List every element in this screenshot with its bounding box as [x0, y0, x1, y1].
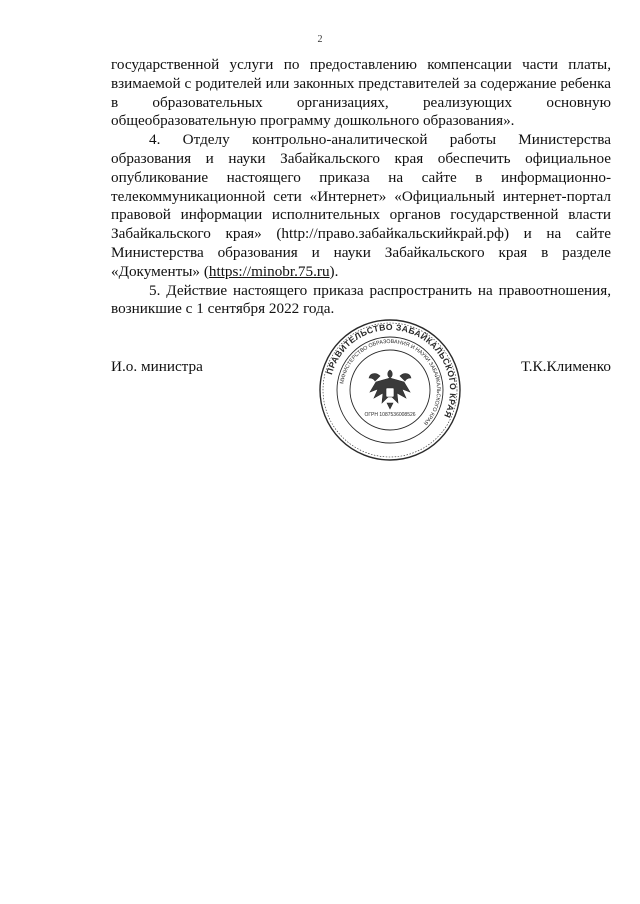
signer-name: Т.К.Клименко	[521, 358, 611, 375]
paragraph-4-end: ).	[329, 262, 339, 280]
signer-position: И.о. министра	[111, 358, 203, 375]
page-number: 2	[317, 34, 323, 45]
paragraph-continuation: государственной услуги по предоставлению компенсации части платы, взимаемой с родителей или законных представителей за содержание ребенка в образовательных организациях, реализующих основную общеобразовательную программу дошкольного образования».	[111, 56, 611, 130]
seal-inner-text: МИНИСТЕРСТВО ОБРАЗОВАНИЯ И НАУКИ ЗАБАЙКАЛЬСКОГО КРАЯ	[339, 338, 442, 426]
official-seal-icon	[318, 318, 462, 462]
seal-bottom-text: ОГРН 1087536008526	[364, 412, 416, 418]
seal-outer-text: ПРАВИТЕЛЬСТВО ЗАБАЙКАЛЬСКОГО КРАЯ	[324, 321, 459, 420]
paragraph-4	[111, 131, 611, 281]
paragraph-4-text: 4. Отделу контрольно-аналитической работы Министерства образования и науки Забайкальского края обеспечить официальное опубликование настоящего приказа на сайте в информационно-телекоммуникационной сети «Интернет» «Официальный интернет-портал правовой информации исполнительных органов государственной власти Забайкальского края» (http://право.забайкальскийкрай.рф) и на сайте Министерства образования и науки Забайкальского края в разделе «Документы» (	[111, 131, 611, 280]
document-body	[111, 56, 611, 319]
eagle-emblem-icon	[369, 370, 411, 409]
minobr-link[interactable]: https://minobr.75.ru	[208, 262, 330, 280]
paragraph-5: 5. Действие настоящего приказа распространить на правоотношения, возникшие с 1 сентября 2022 года.	[111, 281, 611, 318]
